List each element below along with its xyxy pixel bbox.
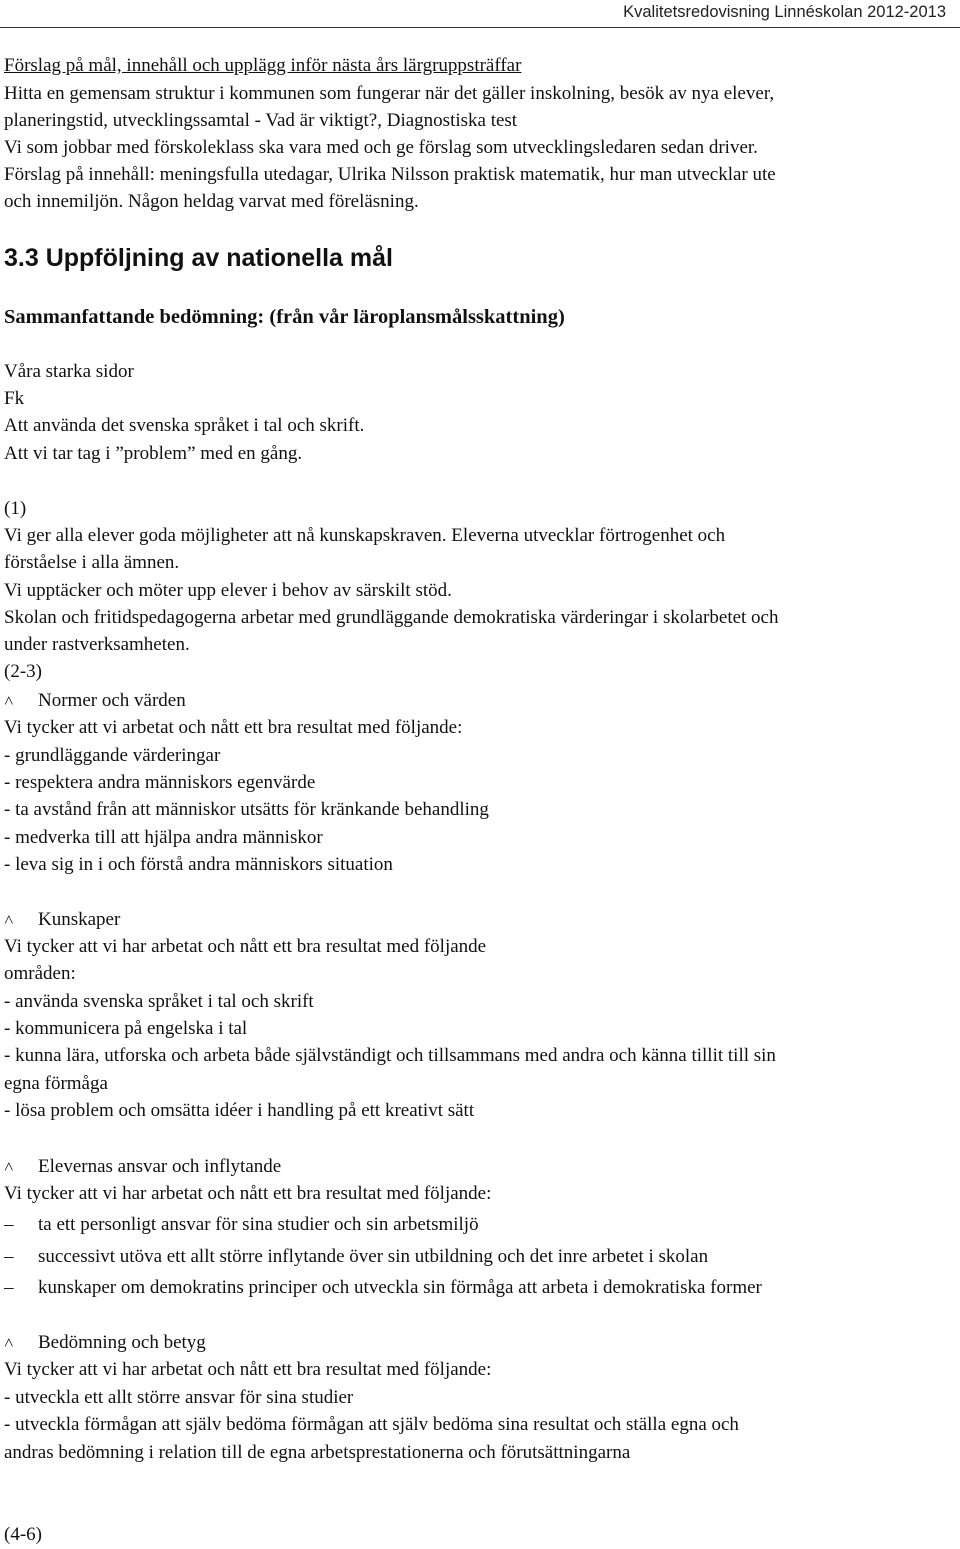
grade-1-line: förståelse i alla ämnen.	[4, 552, 180, 573]
normer-intro: Vi tycker att vi arbetat och nått ett bra resultat med följande:	[4, 717, 463, 738]
grade-1-line: Vi ger alla elever goda möjligheter att nå kunskapskraven. Eleverna utvecklar förtrogenhet och	[4, 525, 726, 546]
intro-line: Förslag på innehåll: meningsfulla utedagar, Ulrika Nilsson praktisk matematik, hur man utvecklar ute	[4, 164, 776, 185]
normer-item: - leva sig in i och förstå andra människors situation	[4, 854, 393, 875]
kunskaper-item: - använda svenska språket i tal och skrift	[4, 991, 314, 1012]
grade-1-line: under rastverksamheten.	[4, 634, 190, 655]
kunskaper-title-row	[4, 908, 120, 932]
normer-item: - ta avstånd från att människor utsätts för kränkande behandling	[4, 799, 489, 820]
kunskaper-intro-cont: områden:	[4, 963, 76, 984]
page-header: Kvalitetsredovisning Linnéskolan 2012-2013	[623, 3, 946, 21]
fk-line: Att vi tar tag i ”problem” med en gång.	[4, 443, 303, 464]
kunskaper-title: Kunskaper	[38, 909, 121, 930]
bedomning-item: - utveckla förmågan att själv bedöma förmågan att själv bedöma sina resultat och ställa egna och	[4, 1414, 739, 1435]
ansvar-item-text: kunskaper om demokratins principer och utveckla sin förmåga att arbeta i demokratiska former	[38, 1277, 762, 1298]
normer-title: Normer och värden	[38, 690, 186, 711]
grade-1-label: (1)	[4, 498, 27, 519]
ansvar-item	[4, 1245, 708, 1269]
grade-1-line: Vi upptäcker och möter upp elever i behov av särskilt stöd.	[4, 580, 452, 601]
ansvar-title-row	[4, 1155, 281, 1179]
dash-bullet-icon: –	[4, 1214, 14, 1235]
fk-line: Att använda det svenska språket i tal och skrift.	[4, 415, 365, 436]
caret-bullet-icon: ˄	[4, 1333, 14, 1352]
caret-bullet-icon: ˄	[4, 691, 14, 710]
intro-heading: Förslag på mål, innehåll och upplägg inför nästa års lärgruppsträffar	[4, 55, 522, 76]
grade-2-3-label: (2-3)	[4, 661, 42, 682]
bedomning-item: - utveckla ett allt större ansvar för sina studier	[4, 1387, 354, 1408]
dash-bullet-icon: –	[4, 1277, 14, 1298]
kunskaper-item: - lösa problem och omsätta idéer i handling på ett kreativt sätt	[4, 1100, 475, 1121]
intro-line: planeringstid, utvecklingssamtal - Vad är viktigt?, Diagnostiska test	[4, 110, 518, 131]
normer-item: - grundläggande värderingar	[4, 745, 221, 766]
kunskaper-item: - kunna lära, utforska och arbeta både självständigt och tillsammans med andra och känna tillit till sin	[4, 1045, 776, 1066]
ansvar-item	[4, 1213, 479, 1237]
intro-line: och innemiljön. Någon heldag varvat med föreläsning.	[4, 191, 419, 212]
header-divider	[0, 27, 960, 28]
kunskaper-intro: Vi tycker att vi har arbetat och nått ett bra resultat med följande	[4, 936, 487, 957]
bedomning-title-row	[4, 1331, 206, 1355]
bedomning-item: andras bedömning i relation till de egna arbetsprestationerna och förutsättningarna	[4, 1442, 631, 1463]
section-heading: 3.3 Uppföljning av nationella mål	[4, 244, 393, 272]
bedomning-title: Bedömning och betyg	[38, 1332, 206, 1353]
ansvar-title: Elevernas ansvar och inflytande	[38, 1156, 282, 1177]
strengths-title: Våra starka sidor	[4, 361, 134, 382]
normer-title-row	[4, 689, 186, 713]
intro-line: Vi som jobbar med förskoleklass ska vara med och ge förslag som utvecklingsledaren sedan driver.	[4, 137, 758, 158]
ansvar-intro: Vi tycker att vi har arbetat och nått ett bra resultat med följande:	[4, 1183, 492, 1204]
grade-1-line: Skolan och fritidspedagogerna arbetar med grundläggande demokratiska värderingar i skolarbetet och	[4, 607, 779, 628]
caret-bullet-icon: ˄	[4, 1157, 14, 1176]
ansvar-item-text: ta ett personligt ansvar för sina studier och sin arbetsmiljö	[38, 1214, 479, 1235]
section-subheading: Sammanfattande bedömning: (från vår läroplansmålsskattning)	[4, 306, 565, 328]
normer-item: - medverka till att hjälpa andra människor	[4, 827, 323, 848]
intro-line: Hitta en gemensam struktur i kommunen som fungerar när det gäller inskolning, besök av nya elever,	[4, 83, 775, 104]
caret-bullet-icon: ˄	[4, 910, 14, 929]
dash-bullet-icon: –	[4, 1246, 14, 1267]
bedomning-intro: Vi tycker att vi har arbetat och nått ett bra resultat med följande:	[4, 1359, 492, 1380]
kunskaper-item: - kommunicera på engelska i tal	[4, 1018, 248, 1039]
grade-4-6-label: (4-6)	[4, 1524, 42, 1545]
ansvar-item-text: successivt utöva ett allt större inflytande över sin utbildning och det inre arbetet i skolan	[38, 1246, 709, 1267]
kunskaper-item: egna förmåga	[4, 1073, 108, 1094]
fk-label: Fk	[4, 388, 25, 409]
normer-item: - respektera andra människors egenvärde	[4, 772, 316, 793]
ansvar-item	[4, 1276, 762, 1300]
